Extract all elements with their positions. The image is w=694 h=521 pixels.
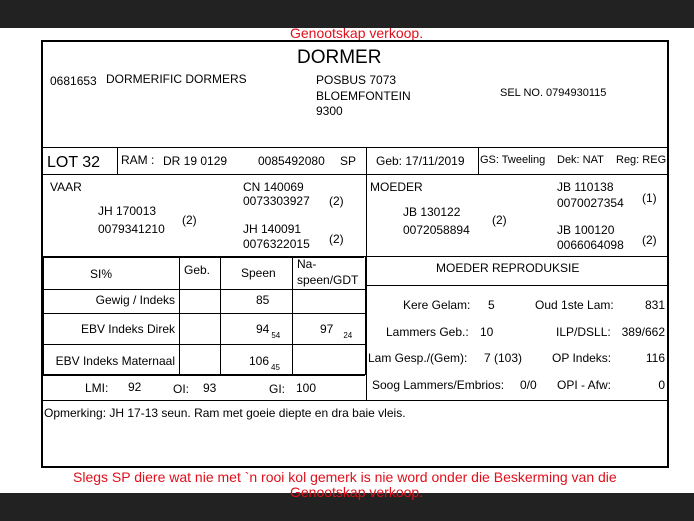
- naspeen-header-line-2: speen/GDT: [297, 273, 359, 287]
- dam-dam-id: JB 100120: [557, 223, 615, 237]
- divider-header: [43, 147, 667, 148]
- gi-label: GI:: [269, 382, 286, 396]
- sire-sire-reg: 0073303927: [243, 194, 310, 208]
- sel-number: SEL NO. 0794930115: [500, 87, 607, 99]
- lambs-born-value: 10: [480, 325, 494, 339]
- ram-registration: 0085492080: [258, 154, 325, 168]
- dam-label: MOEDER: [370, 180, 423, 194]
- lambings-value: 5: [488, 298, 495, 312]
- ebv-maternal-speen: [249, 354, 278, 370]
- ilp-dsll-label: ILP/DSLL:: [556, 325, 611, 339]
- lambings-label: Kere Gelam:: [403, 298, 471, 312]
- suckled-label: Soog Lammers/Embrios:: [372, 378, 505, 392]
- opi-deviation-label: OPI - Afw:: [557, 378, 612, 392]
- divider-lot-3: [478, 147, 479, 174]
- address-line-1: POSBUS 7073: [316, 73, 397, 87]
- lmi-label: LMI:: [85, 381, 109, 395]
- top-bar: [0, 0, 694, 28]
- address-line-3: 9300: [316, 104, 343, 118]
- sire-label: VAAR: [50, 180, 82, 194]
- lot-number: LOT 32: [47, 154, 101, 171]
- sire-id: JH 170013: [98, 204, 157, 218]
- ram-class: SP: [340, 154, 357, 168]
- weight-index-speen: 85: [256, 293, 270, 307]
- bottom-notice-line-2: Genootskap verkoop.: [290, 484, 424, 500]
- divider-lot-2: [366, 147, 367, 174]
- address-line-2: BLOEMFONTEIN: [316, 89, 411, 103]
- suckled-value: 0/0: [520, 378, 537, 392]
- lambs-weaned-value: 7 (103): [484, 351, 523, 365]
- birth-status: GS: Tweeling: [480, 154, 546, 166]
- op-index-value: 116: [645, 351, 665, 365]
- divider-si-geb: [179, 257, 180, 374]
- bottom-notice-line-1: Slegs SP diere wat nie met `n rooi kol gemerk is nie word onder die Beskerming van die: [73, 469, 617, 485]
- sire-count: (2): [182, 213, 197, 227]
- dam-dam-reg: 0066064098: [557, 238, 624, 252]
- sire-sire-count: (2): [329, 194, 344, 208]
- ebv-direct-speen-accuracy: 54: [271, 331, 281, 340]
- oi-label: OI:: [173, 382, 190, 396]
- divider-si-head: [43, 289, 366, 290]
- dam-sire-reg: 0070027354: [557, 196, 624, 210]
- lambs-born-label: Lammers Geb.:: [386, 325, 469, 339]
- gi-value: 100: [296, 381, 317, 395]
- breed-title: DORMER: [297, 47, 382, 68]
- si-header: SI%: [90, 267, 113, 281]
- birth-date: Geb: 17/11/2019: [376, 154, 465, 168]
- ebv-direct-speen: [256, 322, 281, 340]
- naspeen-header-line-1: Na-: [297, 257, 317, 271]
- geb-header: Geb.: [184, 263, 211, 277]
- ebv-direct-naspeen-accuracy: 24: [343, 331, 353, 340]
- remarks: Opmerking: JH 17-13 seun. Ram met goeie diepte en dra baie vleis.: [44, 406, 406, 420]
- sire-dam-count: (2): [329, 232, 344, 246]
- dam-reg: 0072058894: [403, 223, 470, 237]
- opi-deviation-value: 0: [658, 378, 665, 392]
- ilp-dsll-value: 389/662: [621, 325, 665, 339]
- mating-type: Dek: NAT: [557, 154, 604, 166]
- divider-lot-1: [117, 147, 118, 174]
- dam-count: (2): [492, 213, 507, 227]
- divider-si-row1: [43, 313, 366, 314]
- repro-title: MOEDER REPRODUKSIE: [436, 261, 580, 275]
- ebv-maternal-speen-accuracy: 45: [271, 363, 280, 372]
- ram-label: RAM :: [121, 153, 155, 167]
- ebv-maternal-label: EBV Indeks Maternaal: [55, 354, 175, 368]
- ebv-direct-naspeen: [320, 322, 353, 340]
- divider-pedigree-mid: [366, 174, 367, 400]
- first-lamb-age-value: 831: [644, 298, 665, 312]
- dam-id: JB 130122: [403, 205, 461, 219]
- registration-type: Reg: REG: [616, 154, 667, 166]
- divider-pedigree-mid-strong: [365, 257, 366, 375]
- divider-lot: [43, 174, 667, 175]
- speen-header: Speen: [241, 266, 276, 280]
- divider-si-naspeen: [292, 257, 293, 374]
- ebv-direct-naspeen-value: 97: [320, 322, 334, 336]
- lmi-value: 92: [128, 380, 142, 394]
- sire-dam-id: JH 140091: [243, 222, 302, 236]
- sire-sire-id: CN 140069: [243, 180, 304, 194]
- breeder-number: 0681653: [50, 74, 97, 88]
- divider-si-speen: [220, 257, 221, 374]
- breeder-name: DORMERIFIC DORMERS: [106, 72, 247, 86]
- ebv-maternal-speen-value: 106: [249, 354, 270, 368]
- divider-si-row2: [43, 344, 366, 345]
- sire-reg: 0079341210: [98, 222, 165, 236]
- ebv-direct-label: EBV Indeks Direk: [80, 322, 175, 336]
- dam-sire-count: (1): [642, 191, 657, 205]
- dam-sire-id: JB 110138: [557, 180, 614, 194]
- top-notice: Genootskap verkoop.: [290, 25, 424, 41]
- oi-value: 93: [203, 381, 217, 395]
- sire-dam-reg: 0076322015: [243, 237, 310, 251]
- op-index-label: OP Indeks:: [552, 351, 612, 365]
- divider-si-row3-strong: [43, 375, 365, 376]
- divider-repro-title: [366, 285, 667, 286]
- lot-card: [41, 40, 669, 468]
- divider-remarks: [43, 400, 667, 401]
- dam-dam-count: (2): [642, 233, 657, 247]
- ebv-direct-speen-value: 94: [256, 322, 270, 336]
- first-lamb-age-label: Oud 1ste Lam:: [535, 298, 614, 312]
- lambs-weaned-label: Lam Gesp./(Gem):: [368, 351, 468, 365]
- weight-index-label: Gewig / Indeks: [95, 293, 175, 307]
- ram-id: DR 19 0129: [163, 154, 228, 168]
